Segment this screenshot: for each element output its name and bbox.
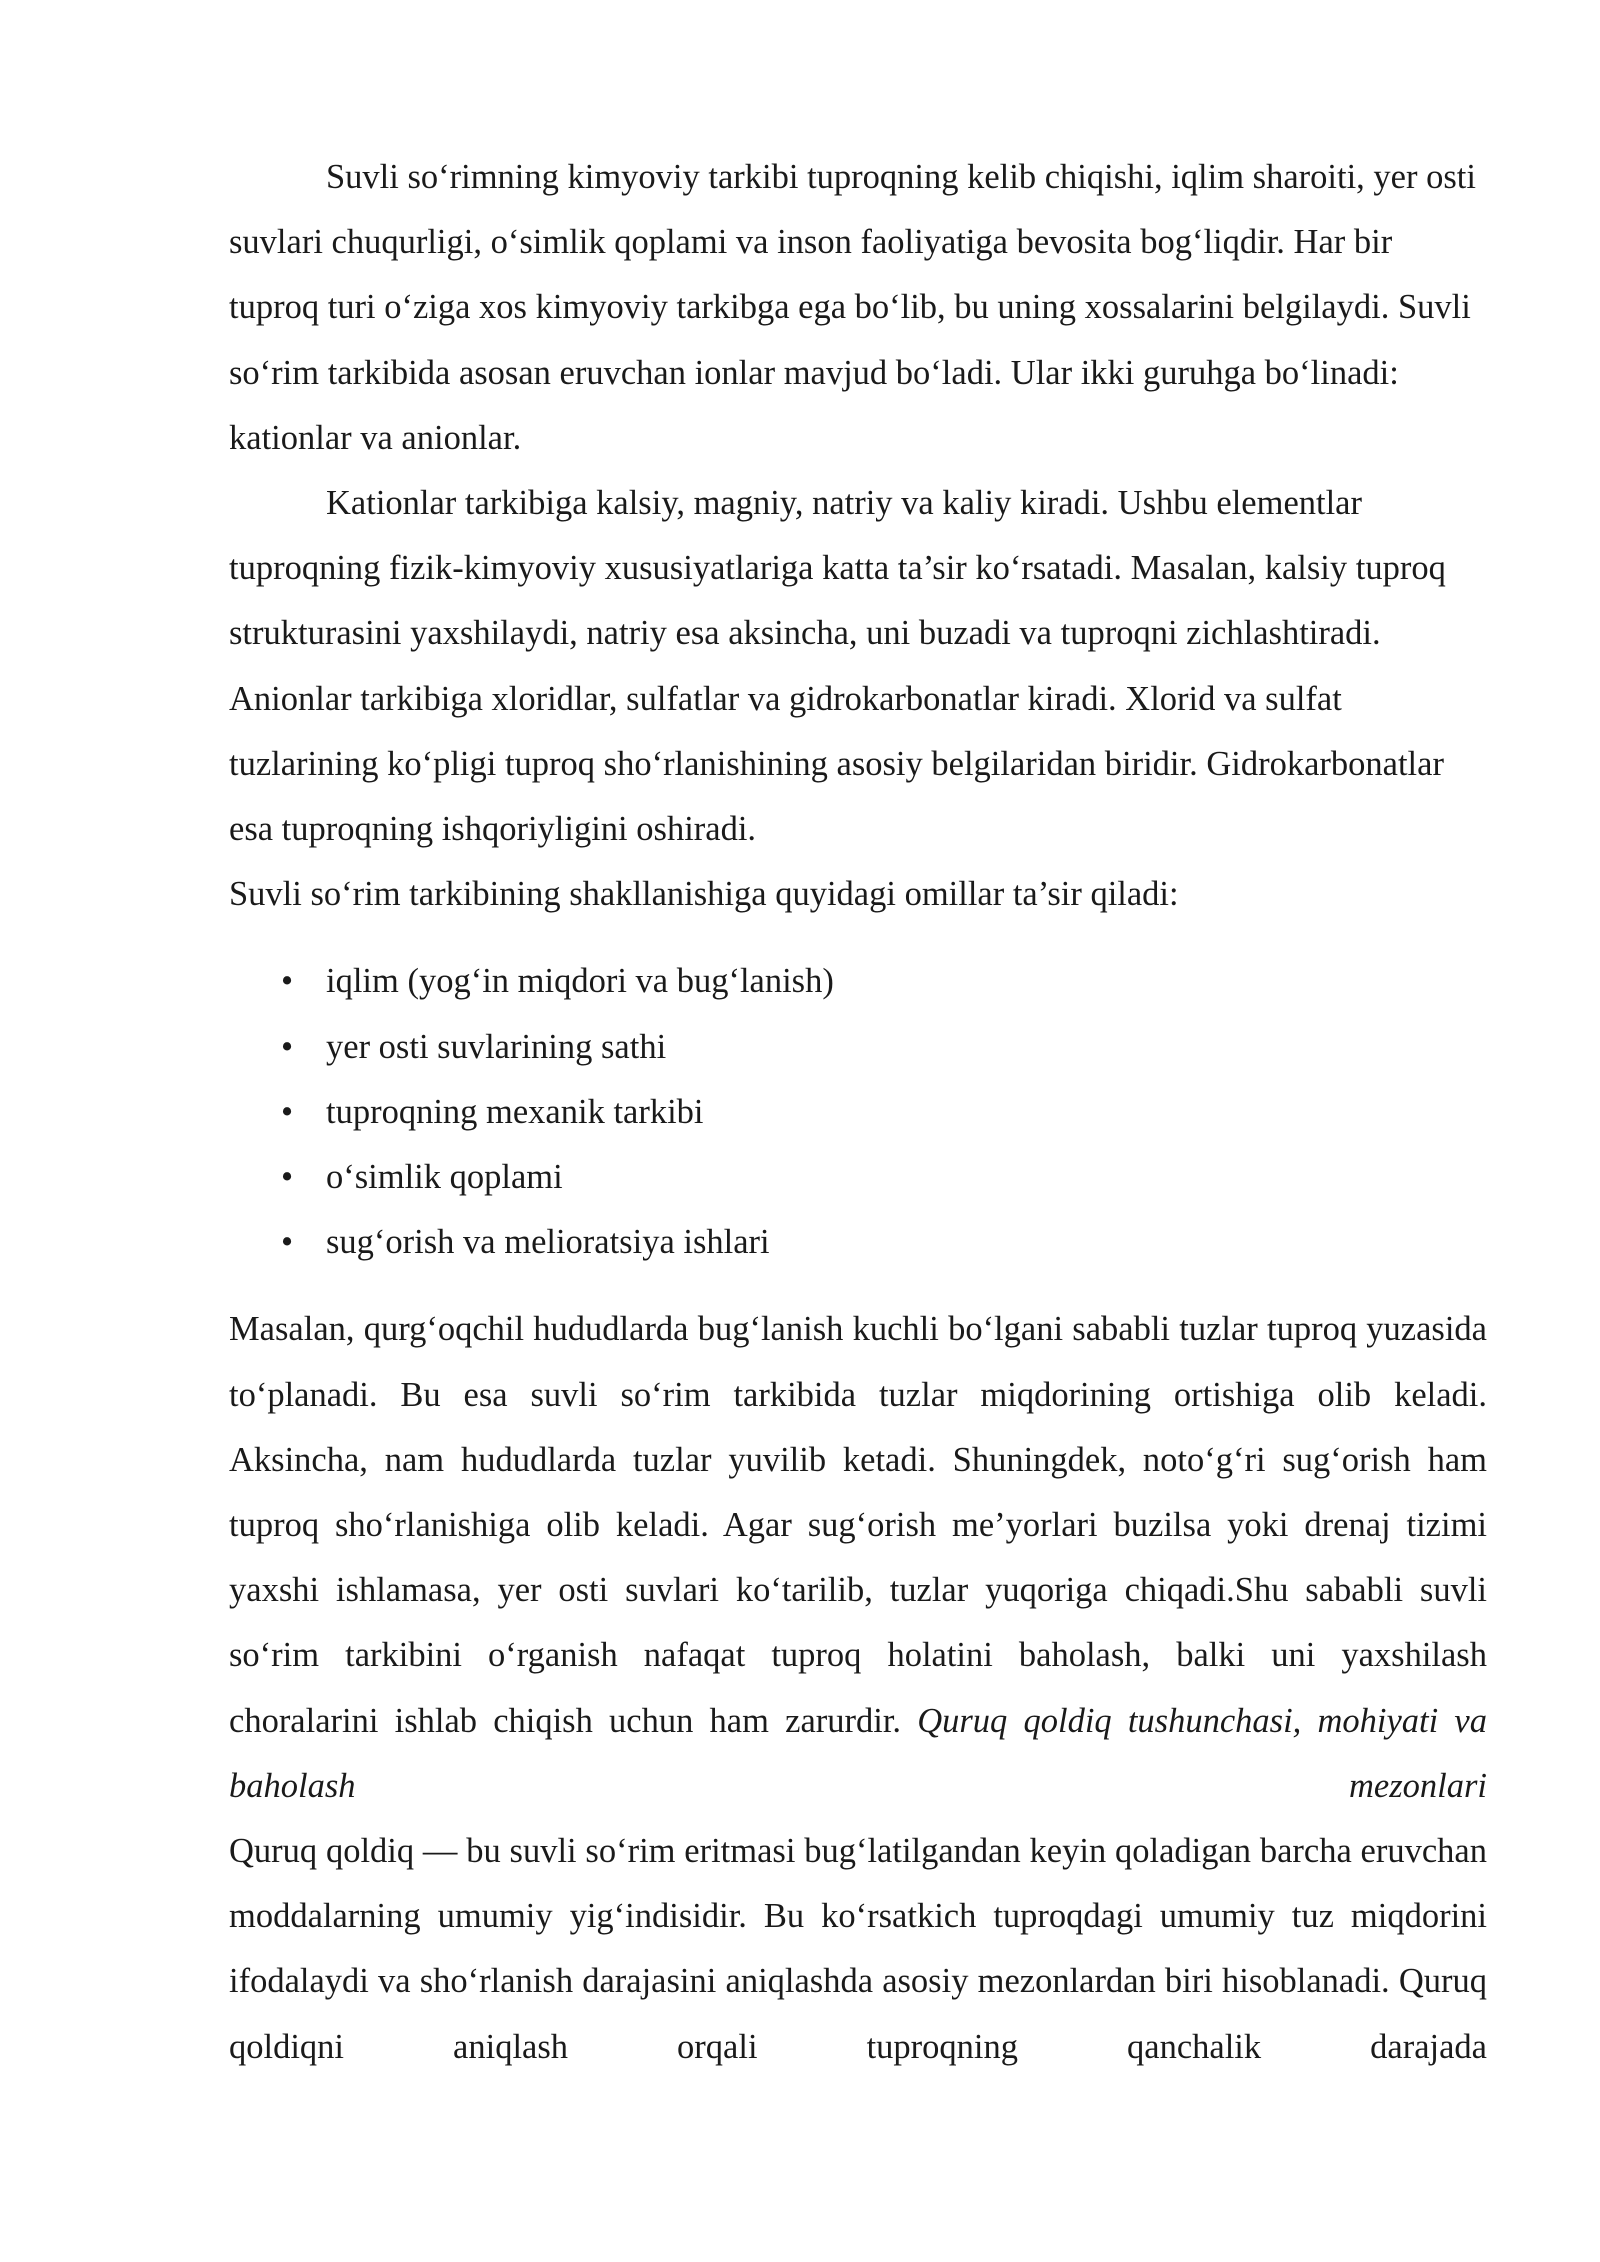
factors-list — [229, 949, 1487, 1275]
bullet-marker: • — [281, 1223, 294, 1262]
paragraph-soil-extract-composition: Suvli so‘rimning kimyoviy tarkibi tuproqning kelib chiqishi, iqlim sharoiti, yer osti suvlari chuqurligi, o‘simlik qoplami va inson faoliyatiga bevosita bog‘liqdir. Har bir tuproq turi o‘ziga xos kimyoviy tarkibga ega bo‘lib, bu uning xossalarini belgilaydi. Suvli so‘rim tarkibida asosan eruvchan ionlar mavjud bo‘ladi. Ular ikki guruhga bo‘linadi: kationlar va anionlar. — [229, 158, 1476, 457]
list-item — [229, 949, 1487, 1014]
list-item — [229, 1145, 1487, 1210]
list-item-text: iqlim (yog‘in miqdori va bug‘lanish) — [326, 962, 834, 1001]
bullet-marker: • — [281, 962, 294, 1001]
bullet-marker: • — [281, 1092, 294, 1131]
paragraph-dry-residue-definition: Quruq qoldiq — bu suvli so‘rim eritmasi bug‘latilgandan keyin qoladigan barcha eruvchan moddalarning umumiy yig‘indisidir. Bu ko‘rsatkich tuproqdagi umumiy tuz miqdorini ifodalaydi va sho‘rlanish darajasini aniqlashda asosiy mezonlardan biri hisoblanadi. Quruq qoldiqni aniqlash orqali tuproqning qanchalik darajada — [229, 1832, 1487, 2066]
list-item-text: tuproqning mexanik tarkibi — [326, 1092, 704, 1131]
paragraph-arid-regions-text: Masalan, qurg‘oqchil hududlarda bug‘lanish kuchli bo‘lgani sababli tuzlar tuproq yuzasida to‘planadi. Bu esa suvli so‘rim tarkibida tuzlar miqdorining ortishiga olib keladi. Aksincha, nam hududlarda tuzlar yuvilib ketadi. Shuningdek, noto‘g‘ri sug‘orish ham tuproq sho‘rlanishiga olib keladi. Agar sug‘orish me’yorlari buzilsa yoki drenaj tizimi yaxshi ishlamasa, yer osti suvlari ko‘tarilib, tuzlar yuqoriga chiqadi.Shu sababli suvli so‘rim tarkibini o‘rganish nafaqat tuproq holatini baholash, balki uni yaxshilash choralarini ishlab chiqish uchun ham zarurdir. — [229, 1310, 1487, 1740]
list-item-text: yer osti suvlarining sathi — [326, 1027, 667, 1066]
list-item-text: o‘simlik qoplami — [326, 1158, 563, 1197]
paragraph-factors-intro: Suvli so‘rim tarkibining shakllanishiga quyidagi omillar ta’sir qiladi: — [229, 875, 1179, 914]
list-item — [229, 1080, 1487, 1145]
document-body — [229, 145, 1487, 2080]
list-item — [229, 1015, 1487, 1080]
list-item — [229, 1210, 1487, 1275]
paragraph-arid-regions — [229, 1297, 1487, 1819]
paragraph-cations-anions: Kationlar tarkibiga kalsiy, magniy, natriy va kaliy kiradi. Ushbu elementlar tuproqning fizik-kimyoviy xususiyatlariga katta ta’sir ko‘rsatadi. Masalan, kalsiy tuproq strukturasini yaxshilaydi, natriy esa aksincha, uni buzadi va tuproqni zichlashtiradi. Anionlar tarkibiga xloridlar, sulfatlar va gidrokarbonatlar kiradi. Xlorid va sulfat tuzlarining ko‘pligi tuproq sho‘rlanishining asosiy belgilaridan biridir. Gidrokarbonatlar esa tuproqning ishqoriyligini oshiradi. — [229, 484, 1446, 849]
section-heading-dry-residue: Quruq qoldiq tushunchasi, mohiyati va baholash mezonlari — [229, 1701, 1487, 1805]
bullet-marker: • — [281, 1158, 294, 1197]
list-item-text: sug‘orish va melioratsiya ishlari — [326, 1223, 770, 1262]
bullet-marker: • — [281, 1027, 294, 1066]
